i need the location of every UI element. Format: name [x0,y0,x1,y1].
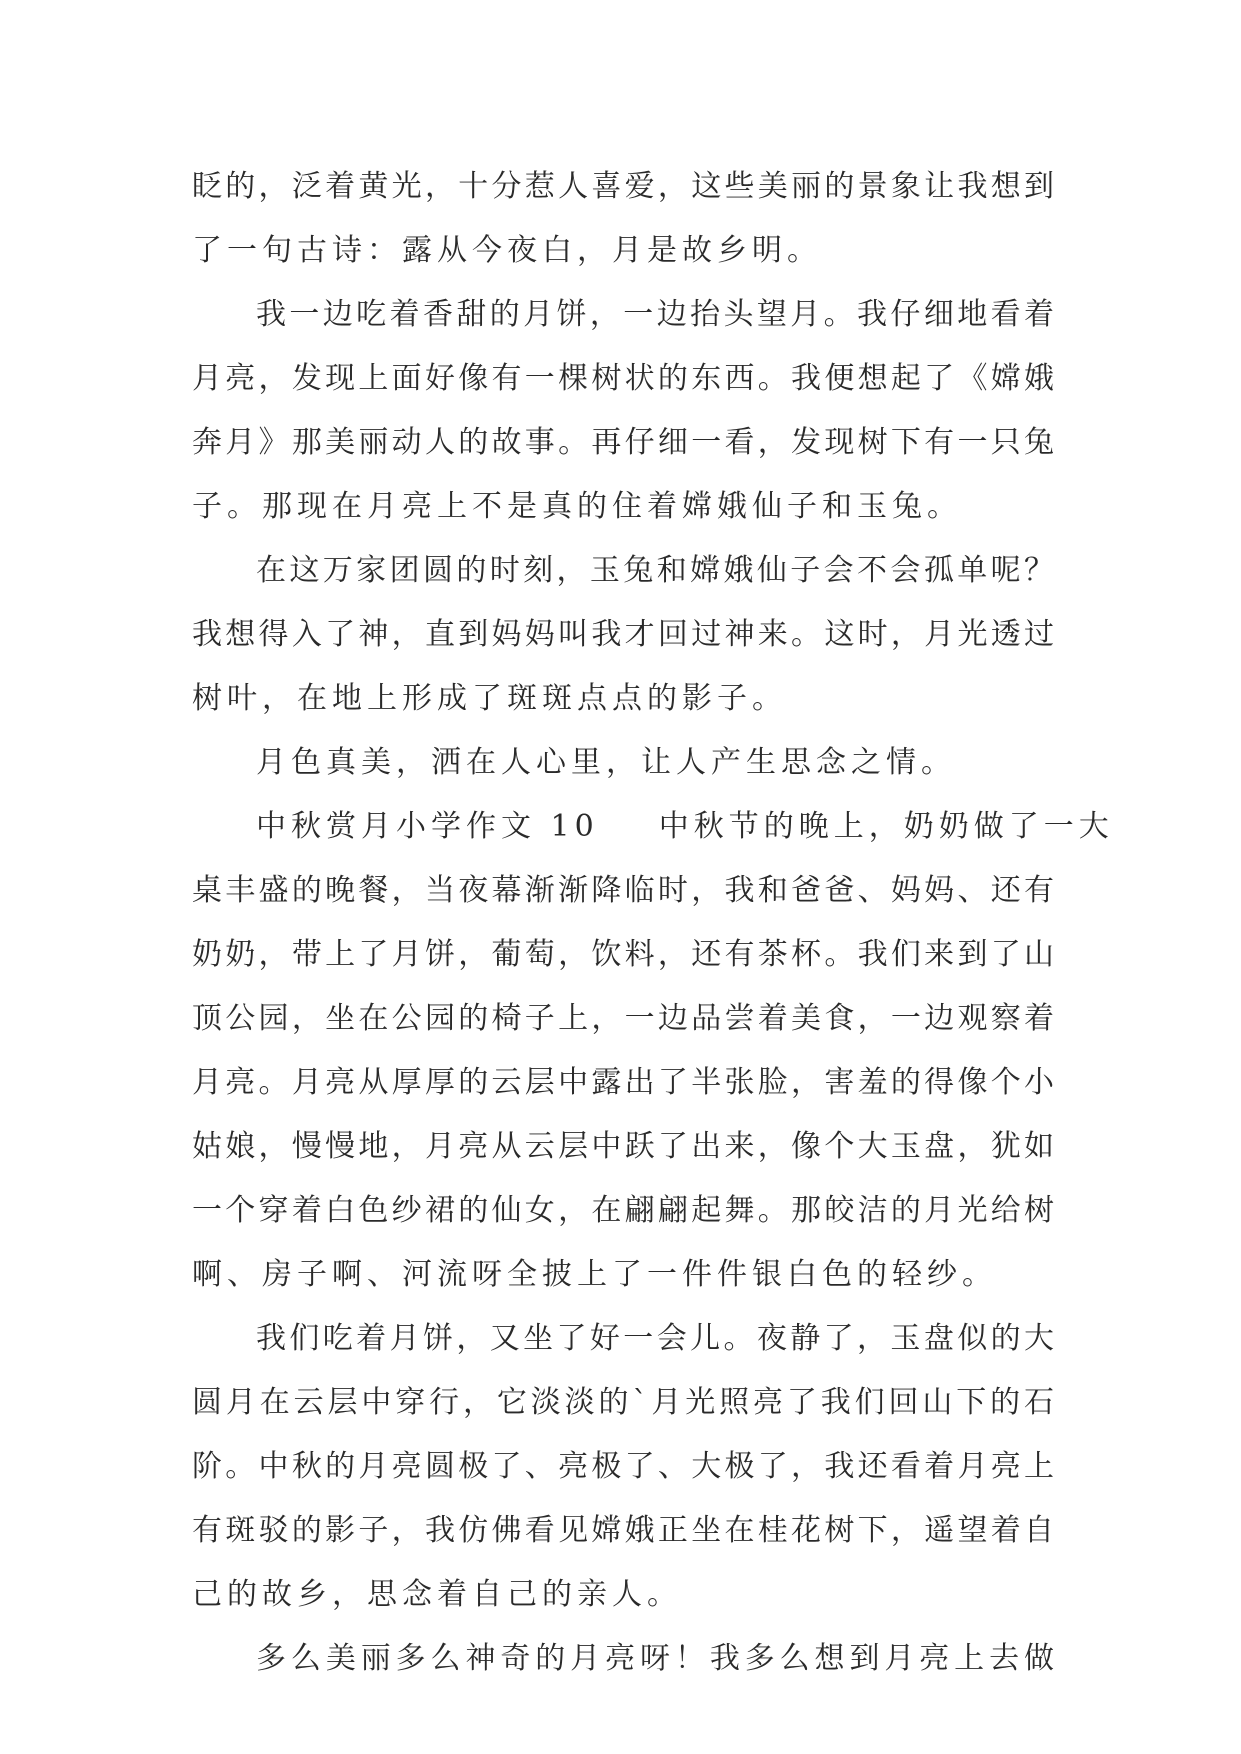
paragraph-start-line: 多么美丽多么神奇的月亮呀！我多么想到月亮上去做 [256,1641,1054,1676]
text-line: 我想得入了神，直到妈妈叫我才回过神来。这时，月光透过 [192,617,1054,652]
text-line: 奔月》那美丽动人的故事。再仔细一看，发现树下有一只兔 [192,425,1054,460]
text-line: 顶公园，坐在公园的椅子上，一边品尝着美食，一边观察着 [192,1001,1054,1036]
text-line: 桌丰盛的晚餐，当夜幕渐渐降临时，我和爸爸、妈妈、还有 [192,873,1054,908]
paragraph-start-line: 我们吃着月饼，又坐了好一会儿。夜静了，玉盘似的大 [256,1321,1054,1356]
paragraph-start-text: 中秋节的晚上，奶奶做了一大 [658,809,1114,844]
paragraph-start-line: 月色真美，洒在人心里，让人产生思念之情。 [256,745,956,780]
text-line: 己的故乡，思念着自己的亲人。 [192,1577,682,1612]
text-line: 一个穿着白色纱裙的仙女，在翩翩起舞。那皎洁的月光给树 [192,1193,1054,1228]
text-line: 了一句古诗：露从今夜白，月是故乡明。 [192,233,822,268]
text-line: 奶奶，带上了月饼，葡萄，饮料，还有茶杯。我们来到了山 [192,937,1054,972]
text-line: 圆月在云层中穿行，它淡淡的`月光照亮了我们回山下的石 [192,1385,1054,1420]
essay-heading-line [192,795,1114,859]
text-line: 有斑驳的影子，我仿佛看见嫦娥正坐在桂花树下，遥望着自 [192,1513,1054,1548]
text-line: 阶。中秋的月亮圆极了、亮极了、大极了，我还看着月亮上 [192,1449,1054,1484]
text-line: 啊、房子啊、河流呀全披上了一件件银白色的轻纱。 [192,1257,997,1292]
paragraph-start-line: 在这万家团圆的时刻，玉兔和嫦娥仙子会不会孤单呢？ [256,553,1054,588]
essay-title: 中秋赏月小学作文 10 [256,809,599,844]
essay-text [192,155,1114,1691]
text-line: 树叶，在地上形成了斑斑点点的影子。 [192,681,787,716]
text-line: 子。那现在月亮上不是真的住着嫦娥仙子和玉兔。 [192,489,962,524]
paragraph-start-line: 我一边吃着香甜的月饼，一边抬头望月。我仔细地看着 [256,297,1054,332]
text-line: 眨的，泛着黄光，十分惹人喜爱，这些美丽的景象让我想到 [192,169,1054,204]
text-line: 姑娘，慢慢地，月亮从云层中跃了出来，像个大玉盘，犹如 [192,1129,1054,1164]
text-line: 月亮，发现上面好像有一棵树状的东西。我便想起了《嫦娥 [192,361,1054,396]
text-line: 月亮。月亮从厚厚的云层中露出了半张脸，害羞的得像个小 [192,1065,1054,1100]
